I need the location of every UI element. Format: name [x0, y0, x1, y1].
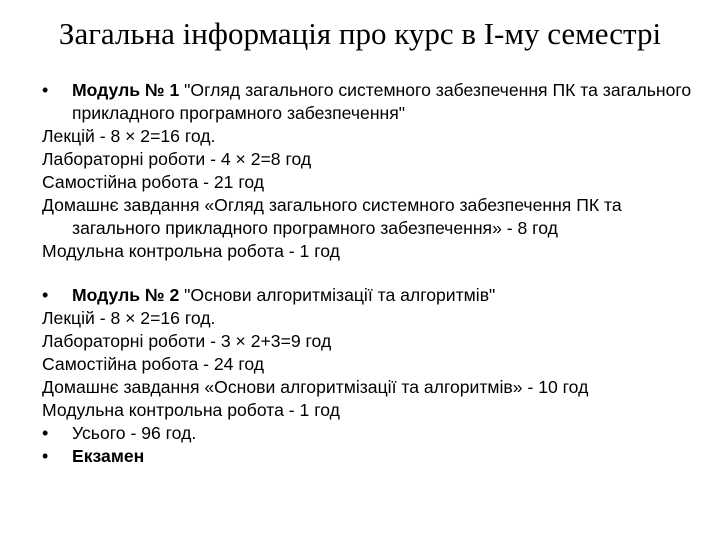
exam-item	[42, 445, 692, 468]
module-2-labs: Лабораторні роботи - 3 × 2+3=9 год	[42, 331, 332, 351]
module-1-heading	[42, 79, 692, 125]
bullet-icon: •	[42, 423, 49, 443]
module-1-homework: Домашнє завдання «Огляд загального системного забезпечення ПК та загального прикладного програмного забезпечення» - 8 год	[42, 195, 622, 238]
module-2-lectures: Лекцій - 8 × 2=16 год.	[42, 308, 216, 328]
module-1-lectures: Лекцій - 8 × 2=16 год.	[42, 126, 216, 146]
module-2-selfwork: Самостійна робота - 24 год	[42, 354, 265, 374]
module-1-name: "Огляд загального системного забезпечення ПК та загального прикладного програмного забезпечення"	[72, 80, 692, 123]
bullet-icon: •	[42, 285, 49, 305]
total-hours-text: Усього - 96 год.	[72, 423, 197, 443]
exam-text: Екзамен	[72, 446, 145, 466]
module-2-homework: Домашнє завдання «Основи алгоритмізації та алгоритмів» - 10 год	[42, 377, 589, 397]
module-2-control: Модульна контрольна робота - 1 год	[42, 400, 340, 420]
bullet-icon: •	[42, 446, 49, 466]
module-1-label: Модуль № 1	[72, 80, 180, 100]
module-2-heading	[42, 284, 692, 307]
total-hours	[42, 422, 692, 445]
slide-title: Загальна інформація про курс в І-му семестрі	[58, 16, 662, 51]
module-1-labs: Лабораторні роботи - 4 × 2=8 год	[42, 149, 312, 169]
module-1-selfwork: Самостійна робота - 21 год	[42, 172, 265, 192]
module-1-control: Модульна контрольна робота - 1 год	[42, 241, 340, 261]
bullet-icon: •	[42, 80, 49, 100]
module-2-name: "Основи алгоритмізації та алгоритмів"	[179, 285, 496, 305]
slide-body	[42, 79, 692, 468]
module-2-label: Модуль № 2	[72, 285, 180, 305]
